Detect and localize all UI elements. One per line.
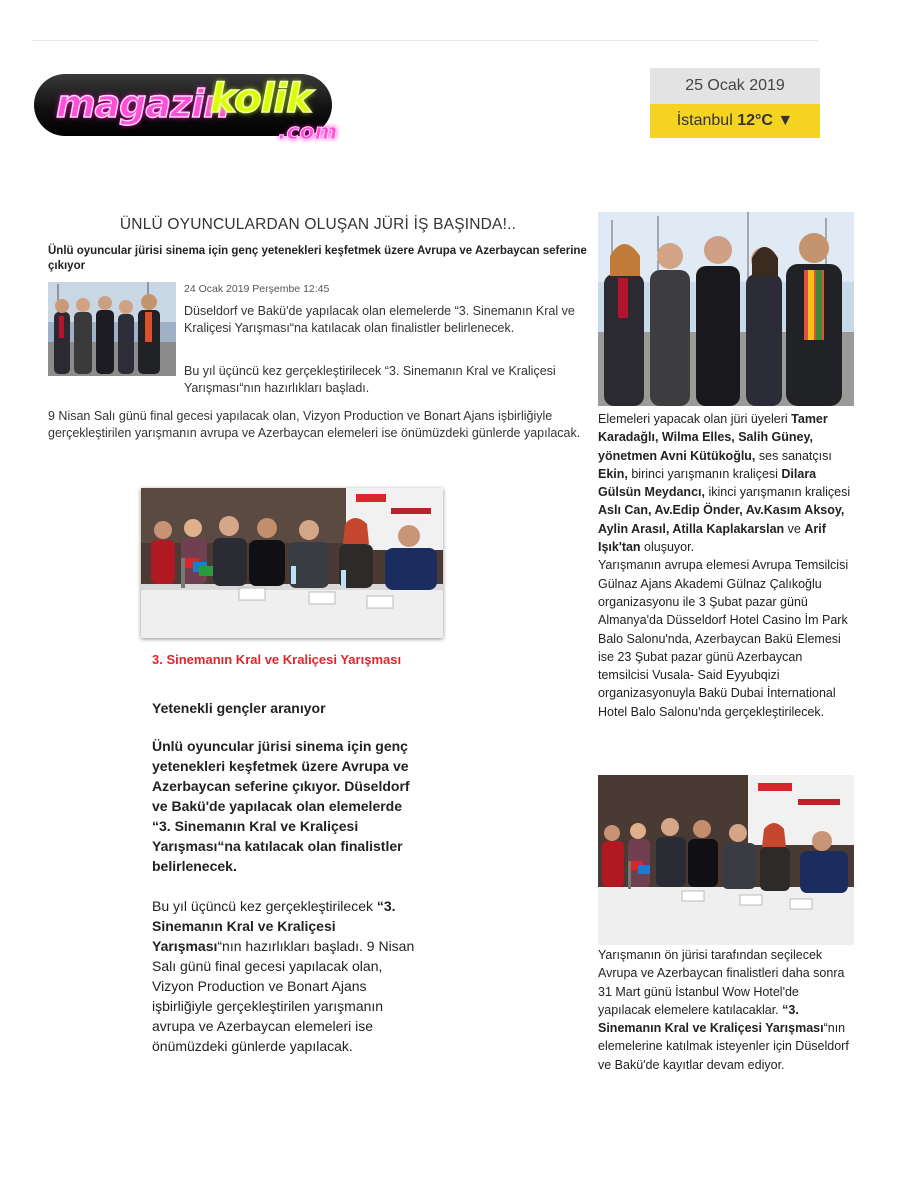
clipping-title: 3. Sinemanın Kral ve Kraliçesi Yarışması [152, 652, 402, 667]
jury-text-4: ikinci yarışmanın kraliçesi [704, 485, 851, 500]
article-thumbnail[interactable] [48, 282, 176, 376]
weather-city: İstanbul [676, 112, 733, 129]
jury-text-5: ve [784, 521, 805, 536]
clipping-p2-bold: “3. Sinemanın Kral ve Kraliçesi Yarışması [152, 898, 396, 954]
jury-text-2: ses sanatçısı [755, 448, 832, 463]
clipping-bold-paragraph: Ünlü oyuncular jürisi sinema için genç yetenekleri keşfetmek üzere Avrupa ve Azerbaycan seferine çıkıyor. Düseldorf ve Bakü'de yapılacak olan elemelerde “3. Sinemanın Kral ve Kraliçesi Yarışması“na katılacak olan finalistler belirlenecek. [152, 738, 410, 874]
sidebar-p3-bold: “3. Sinemanın Kral ve Kraliçesi Yarışması [598, 1002, 824, 1036]
sidebar-paragraph-2: Yarışmanın avrupa elemesi Avrupa Temsilcisi Gülnaz Ajans Akademi Gülnaz Çalıkoğlu organizasyonu ile 3 Şubat pazar günü Almanya'da Düsseldorf Hotel Casino İm Park Balo Salonu'nda, Azerbaycan Bakü Elemesi ise 23 Şubat pazar günü Azerbaycan temsilcisi Vusala- Said Eyyubqizi organizasyonuyla Bakü Dubai İnternational Hotel Balo Salonu'nda gerçekleştirilecek. [598, 558, 849, 719]
article-published-date: 24 Ocak 2019 Perşembe 12:45 [184, 283, 330, 295]
jury-group-photo[interactable] [598, 212, 854, 406]
article-lead-paragraph: Düseldorf ve Bakü'de yapılacak olan elemelerde “3. Sinemanın Kral ve Kraliçesi Yarışması“na katılacak olan finalistler belirlenecek. [184, 304, 575, 335]
clipping-tagline: Yetenekli gençler aranıyor [152, 700, 326, 716]
jury-names-1: Tamer Karadağlı, Wilma Elles, Salih Güney, yönetmen Avni Kütükoğlu, [598, 412, 828, 463]
article-subheadline: Ünlü oyuncular jürisi sinema için genç yetenekleri keşfetmek üzere Avrupa ve Azerbaycan seferine çıkıyor [48, 245, 587, 272]
article-headline: ÜNLÜ OYUNCULARDAN OLUŞAN JÜRİ İŞ BAŞINDA!.. [119, 216, 517, 233]
clipping-p2-text-end: “nın hazırlıkları başladı. 9 Nisan Salı günü final gecesi yapılacak olan, Vizyon Production ve Bonart Ajans işbirliğiyle gerçekleştirilen yarışmanın avrupa ve Azerbaycan elemeleri ise önümüzdeki günlerde yapılacak. [152, 938, 415, 1054]
sidebar-paragraph-3 [598, 946, 854, 1074]
weather-selector[interactable] [650, 104, 820, 138]
jury-text-1: Elemeleri yapacak olan jüri üyeleri [598, 412, 792, 426]
clipping-body [152, 698, 422, 1076]
logo-word-kolik: kolik [210, 76, 312, 122]
current-date: 25 Ocak 2019 [650, 68, 820, 104]
jury-names-5: Arif Işık'tan [598, 521, 826, 555]
article-paragraph-2: Bu yıl üçüncü kez gerçekleştirilecek “3. Sinemanın Kral ve Kraliçesi Yarışması“nın hazırlıkları başladı. [184, 364, 556, 395]
press-conference-photo[interactable] [141, 488, 443, 638]
sidebar-p3-text: Yarışmanın ön jürisi tarafından seçilecek Avrupa ve Azerbaycan finalistleri daha sonra 31 Mart günü İstanbul Wow Hotel'de yapılacak elemelere katılacaklar. [598, 948, 845, 1017]
chevron-down-icon[interactable]: ▼ [777, 112, 794, 129]
panel-table-photo[interactable] [598, 775, 854, 945]
logo-tld: .com [278, 120, 338, 145]
jury-names-2: Ekin, [598, 466, 628, 481]
top-divider [32, 40, 818, 41]
jury-text-3: birinci yarışmanın kraliçesi [627, 466, 782, 481]
article-paragraph-3: 9 Nisan Salı günü final gecesi yapılacak olan, Vizyon Production ve Bonart Ajans işbirliğiyle gerçekleştirilen yarışmanın avrupa ve Azerbaycan elemeleri ise önümüzdeki günlerde yapılacak. [48, 409, 581, 440]
site-logo[interactable] [34, 72, 338, 152]
clipping-p2-text: Bu yıl üçüncü kez gerçekleştirilecek [152, 898, 377, 914]
jury-names-3: Dilara Gülsün Meydancı, [598, 466, 817, 500]
jury-description [598, 410, 854, 721]
jury-text-6: oluşuyor. [640, 540, 695, 555]
clipping-paragraph-2 [152, 896, 422, 1056]
jury-names-4: Aslı Can, Av.Edip Önder, Av.Kasım Aksoy, Aylin Arasıl, Atilla Kaplakarslan [598, 503, 845, 536]
logo-word-magazin: magazin [56, 82, 230, 126]
sidebar-p3-text-end: “nın elemelerine katılmak isteyenler için Düseldorf ve Bakü'de kayıtlar devam ediyor. [598, 1021, 849, 1072]
weather-temperature: 12°C [737, 112, 773, 129]
